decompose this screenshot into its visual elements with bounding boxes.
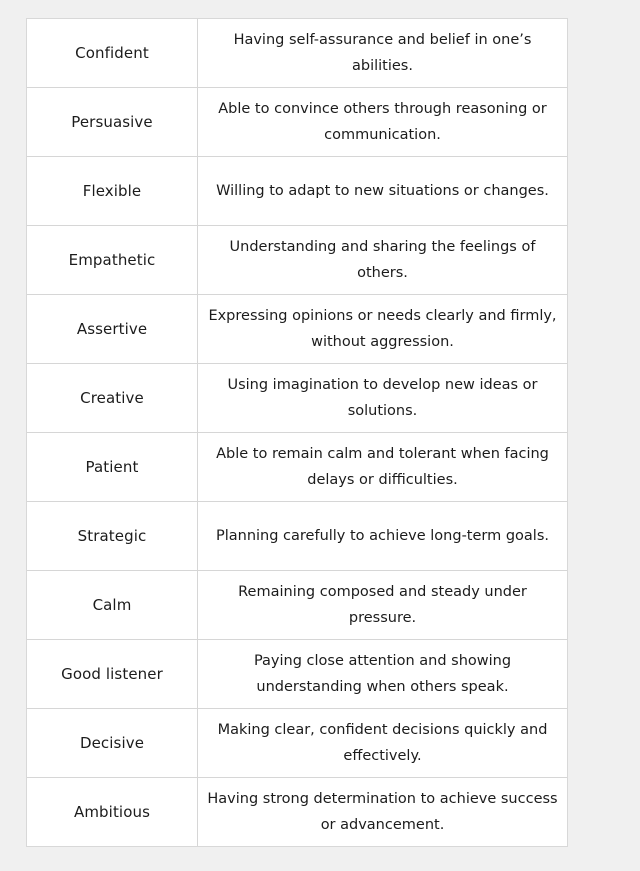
- table-row: [27, 778, 567, 847]
- trait-definition: Able to remain calm and tolerant when facing delays or difficulties.: [198, 433, 568, 502]
- trait-term: Ambitious: [27, 778, 198, 847]
- trait-term: Creative: [27, 364, 198, 433]
- trait-definition: Remaining composed and steady under pressure.: [198, 571, 568, 640]
- table-row: [27, 709, 567, 778]
- table-row: [27, 571, 567, 640]
- trait-term: Flexible: [27, 157, 198, 226]
- trait-definition: Understanding and sharing the feelings of others.: [198, 226, 568, 295]
- table-row: [27, 157, 567, 226]
- trait-definition: Making clear, confident decisions quickly and effectively.: [198, 709, 568, 778]
- trait-definition: Able to convince others through reasoning or communication.: [198, 88, 568, 157]
- trait-term: Persuasive: [27, 88, 198, 157]
- table-row: [27, 502, 567, 571]
- traits-table: [27, 19, 567, 846]
- trait-definition: Willing to adapt to new situations or changes.: [198, 157, 568, 226]
- trait-definition: Planning carefully to achieve long-term goals.: [198, 502, 568, 571]
- table-row: [27, 295, 567, 364]
- trait-definition: Having self-assurance and belief in one’s abilities.: [198, 19, 568, 88]
- traits-table-body: [27, 19, 567, 846]
- trait-term: Patient: [27, 433, 198, 502]
- table-row: [27, 433, 567, 502]
- trait-term: Calm: [27, 571, 198, 640]
- traits-sheet: [26, 18, 568, 847]
- trait-term: Empathetic: [27, 226, 198, 295]
- trait-term: Decisive: [27, 709, 198, 778]
- table-row: [27, 19, 567, 88]
- trait-definition: Using imagination to develop new ideas or solutions.: [198, 364, 568, 433]
- table-row: [27, 640, 567, 709]
- trait-definition: Having strong determination to achieve success or advancement.: [198, 778, 568, 847]
- trait-term: Confident: [27, 19, 198, 88]
- trait-term: Strategic: [27, 502, 198, 571]
- table-row: [27, 88, 567, 157]
- trait-definition: Paying close attention and showing understanding when others speak.: [198, 640, 568, 709]
- trait-term: Good listener: [27, 640, 198, 709]
- trait-term: Assertive: [27, 295, 198, 364]
- trait-definition: Expressing opinions or needs clearly and firmly, without aggression.: [198, 295, 568, 364]
- table-row: [27, 364, 567, 433]
- table-row: [27, 226, 567, 295]
